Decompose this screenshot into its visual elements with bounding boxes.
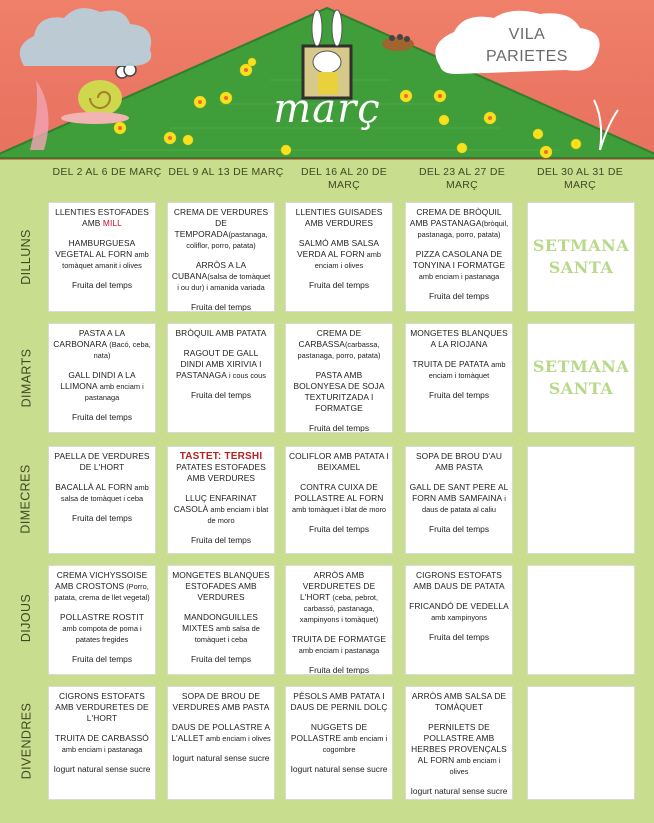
menu-cell-dimarts-week4 <box>405 323 513 433</box>
first-course-title: CREMA DE BRÒQUIL AMB PASTANAGA <box>409 207 502 228</box>
first-course <box>289 207 389 229</box>
month-title: març <box>273 86 381 132</box>
second-course <box>409 359 509 381</box>
first-course <box>171 570 271 603</box>
second-course <box>171 612 271 645</box>
second-course-desc: amb enciam i pastanaga <box>61 745 143 754</box>
first-course <box>171 328 271 339</box>
empty-cell-dijous <box>527 565 635 675</box>
menu-cell-dimarts-week1 <box>48 323 156 433</box>
first-course <box>289 570 389 625</box>
first-course <box>52 207 152 229</box>
first-course-title: ARRÒS AMB VERDURETES DE L'HORT <box>299 570 376 602</box>
dessert: Iogurt natural sense sucre <box>290 764 388 774</box>
first-course <box>289 691 389 713</box>
second-course-title: CONTRA CUIXA DE POLLASTRE AL FORN <box>294 482 384 503</box>
holiday-label: SETMANA SANTA <box>532 357 630 398</box>
first-course-title: BRÒQUIL AMB PATATA <box>175 328 267 338</box>
dessert: Iogurt natural sense sucre <box>410 786 508 796</box>
day-label-dijous: DIJOUS <box>19 593 33 643</box>
menu-cell-divendres-week4 <box>405 686 513 800</box>
second-course <box>289 634 389 656</box>
menu-cell-dimecres-week2 <box>167 446 275 554</box>
first-course-title: CREMA DE CARBASSA <box>298 328 362 349</box>
first-course <box>289 451 389 473</box>
second-course-title: PASTA AMB BOLONYESA DE SOJA TEXTURITZADA I FORMATGE <box>293 370 385 413</box>
dessert: Fruita del temps <box>428 390 490 400</box>
first-course-title: LLENTIES ESTOFADES AMB <box>55 207 149 228</box>
dessert: Fruita del temps <box>308 280 370 290</box>
day-label-dimarts: DIMARTS <box>19 348 34 408</box>
empty-cell-divendres <box>527 686 635 800</box>
first-course-title: SOPA DE BROU DE VERDURES AMB PASTA <box>172 691 270 712</box>
first-course <box>409 691 509 713</box>
dessert: Fruita del temps <box>71 280 133 290</box>
second-course-title: BACALLÀ AL FORN <box>55 482 133 492</box>
second-course-title: TRUITA DE FORMATGE <box>291 634 387 644</box>
first-course-desc: (Bacó, ceba, nata) <box>93 340 151 360</box>
menu-cell-dilluns-week3 <box>285 202 393 312</box>
second-course-desc: amb enciam i blat de moro <box>207 505 269 525</box>
first-course <box>409 451 509 473</box>
second-course <box>289 370 389 414</box>
second-course-desc: amb enciam i pastanaga <box>84 382 144 402</box>
first-course <box>171 207 271 251</box>
second-course-desc: amb tomàquet i blat de moro <box>291 505 387 514</box>
second-course <box>409 249 509 282</box>
second-course-desc: amb enciam i pastanaga <box>418 272 500 281</box>
header-illustration <box>0 0 654 160</box>
first-course <box>171 691 271 713</box>
second-course <box>52 612 152 645</box>
holiday-cell-dilluns <box>527 202 635 312</box>
school-name-line2: PARIETES <box>486 48 568 65</box>
first-course-title: CREMA DE VERDURES DE TEMPORADA <box>173 207 269 239</box>
menu-cell-dimecres-week4 <box>405 446 513 554</box>
first-course-title: CREMA VICHYSSOISE AMB CROSTONS <box>55 570 148 591</box>
first-course-title: CIGRONS ESTOFATS AMB DAUS DE PATATA <box>413 570 505 591</box>
first-course <box>409 570 509 592</box>
menu-cell-dijous-week2 <box>167 565 275 675</box>
first-course <box>52 328 152 361</box>
second-course-title: SALMÓ AMB SALSA VERDA AL FORN <box>297 238 380 259</box>
second-course <box>171 493 271 526</box>
first-course-desc: (ceba, pebrot, carbassó, pastanaga, xampinyons i tomàquet) <box>299 593 379 624</box>
first-course-desc: (carbassa, pastanaga, porro, patata) <box>297 340 381 360</box>
tastet-label: TASTET: TERSHI <box>179 451 263 462</box>
second-course-title: TRUITA DE PATATA <box>412 359 490 369</box>
second-course-title: PIZZA CASOLANA DE TONYINA I FORMATGE <box>412 249 506 270</box>
first-course <box>289 328 389 361</box>
second-course-title: POLLASTRE ROSTIT <box>60 612 144 622</box>
second-course-title: HAMBURGUESA VEGETAL AL FORN <box>55 238 136 259</box>
holiday-cell-dimarts <box>527 323 635 433</box>
first-course <box>52 691 152 724</box>
menu-cell-dilluns-week1 <box>48 202 156 312</box>
second-course-desc: i daus de patata al caliu <box>422 494 506 514</box>
second-course-title: GALL DE SANT PERE AL FORN AMB SAMFAINA <box>409 482 509 503</box>
week-header-4: DEL 23 AL 27 DE MARÇ <box>418 166 506 191</box>
first-course <box>171 462 271 484</box>
second-course-title: MANDONGUILLES MIXTES <box>182 612 258 633</box>
second-course <box>409 482 509 515</box>
dessert: Iogurt natural sense sucre <box>172 753 270 763</box>
first-course-title: MONGETES BLANQUES A LA RIOJANA <box>410 328 508 349</box>
first-course <box>409 328 509 350</box>
first-course-desc: (pastanaga, coliflor, porro, patata) <box>186 230 268 250</box>
second-course-desc: amb salsa de tomàquet i ceba <box>194 624 260 644</box>
second-course-title: LLUÇ ENFARINAT CASOLÀ <box>173 493 257 514</box>
first-course-title: CIGRONS ESTOFATS AMB VERDURETES DE L'HORT <box>55 691 149 723</box>
first-course-title: LLENTIES GUISADES AMB VERDURES <box>295 207 383 228</box>
second-course-title: NUGGETS DE POLLASTRE <box>290 722 368 743</box>
second-course-desc: amb salsa de tomàquet i ceba <box>60 483 149 503</box>
second-course-desc: amb enciam i tomàquet <box>428 360 506 380</box>
day-label-divendres: DIVENDRES <box>19 702 33 780</box>
menu-cell-divendres-week1 <box>48 686 156 800</box>
dessert: Fruita del temps <box>71 654 133 664</box>
second-course-desc: amb enciam i olives <box>314 250 381 270</box>
second-course <box>409 601 509 623</box>
dessert: Fruita del temps <box>428 524 490 534</box>
second-course-title: PERNILETS DE POLLASTRE AMB HERBES PROVENÇALS AL FORN <box>411 722 507 765</box>
week-header-1: DEL 2 AL 6 DE MARÇ <box>52 166 162 178</box>
menu-cell-dijous-week1 <box>48 565 156 675</box>
second-course-desc: amb tomàquet amanit i olives <box>62 250 149 270</box>
day-label-dilluns: DILLUNS <box>19 229 34 285</box>
dessert: Fruita del temps <box>428 291 490 301</box>
second-course-title: GALL DINDI A LA LLIMONA <box>60 370 136 391</box>
second-course <box>171 348 271 381</box>
second-course <box>52 370 152 403</box>
school-name <box>452 24 602 68</box>
second-course-desc: amb xampinyons <box>431 613 487 622</box>
second-course-title: RAGOUT DE GALL DINDI AMB XIRIVIA I PASTANAGA <box>176 348 262 380</box>
first-course-title: PASTA A LA CARBONARA <box>53 328 126 349</box>
second-course-title: TRUITA DE CARBASSÓ <box>55 733 149 743</box>
dessert: Fruita del temps <box>428 632 490 642</box>
second-course-title: DAUS DE POLLASTRE A L'ALLET <box>171 722 271 743</box>
first-course-highlight: MILL <box>102 218 122 228</box>
first-course-title: COLIFLOR AMB PATATA I BEIXAMEL <box>289 451 389 472</box>
day-label-dimecres: DIMECRES <box>19 464 33 534</box>
second-course-desc: amb enciam i olives <box>203 734 271 743</box>
dessert: Iogurt natural sense sucre <box>53 764 151 774</box>
first-course-title: PAELLA DE VERDURES DE L'HORT <box>54 451 150 472</box>
menu-cell-dijous-week4 <box>405 565 513 675</box>
week-header-2: DEL 9 AL 13 DE MARÇ <box>168 166 284 178</box>
cloud-left-shape <box>14 6 164 78</box>
second-course <box>52 482 152 504</box>
first-course <box>52 451 152 473</box>
menu-cell-divendres-week2 <box>167 686 275 800</box>
second-course-desc: amb enciam i cogombre <box>322 734 388 754</box>
second-course-title: ARRÒS A LA CUBANA <box>171 260 247 281</box>
first-course-desc: (bròquil, pastanaga, porro, patata) <box>417 219 509 239</box>
first-course-title: ARRÒS AMB SALSA DE TOMÀQUET <box>411 691 507 712</box>
second-course <box>52 733 152 755</box>
menu-cell-dimecres-week3 <box>285 446 393 554</box>
menu-cell-dijous-week3 <box>285 565 393 675</box>
second-course-desc: amb compota de poma i patates fregides <box>62 624 142 644</box>
first-course-title: PATATES ESTOFADES AMB VERDURES <box>176 462 266 483</box>
holiday-label: SETMANA SANTA <box>532 236 630 277</box>
second-course <box>171 260 271 293</box>
second-course-desc: amb enciam i pastanaga <box>298 646 380 655</box>
second-course-desc: amb enciam i olives <box>449 756 501 776</box>
menu-cell-dilluns-week4 <box>405 202 513 312</box>
empty-cell-dimecres <box>527 446 635 554</box>
second-course <box>52 238 152 271</box>
dessert: Fruita del temps <box>190 654 252 664</box>
dessert: Fruita del temps <box>308 665 370 675</box>
menu-cell-dilluns-week2 <box>167 202 275 312</box>
first-course <box>409 207 509 240</box>
first-course-title: SOPA DE BROU D'AU AMB PASTA <box>416 451 502 472</box>
dessert: Fruita del temps <box>71 513 133 523</box>
week-header-5: DEL 30 AL 31 DE MARÇ <box>536 166 624 191</box>
second-course-desc: i cous cous <box>226 371 266 380</box>
school-name-line1: VILA <box>508 26 546 43</box>
dessert: Fruita del temps <box>308 423 370 433</box>
dessert: Fruita del temps <box>71 412 133 422</box>
second-course-title: FRICANDÓ DE VEDELLA <box>409 601 509 611</box>
week-header-3: DEL 16 AL 20 DE MARÇ <box>300 166 388 191</box>
dessert: Fruita del temps <box>190 535 252 545</box>
dessert: Fruita del temps <box>308 524 370 534</box>
second-course <box>171 722 271 744</box>
dessert: Fruita del temps <box>190 390 252 400</box>
menu-cell-dimarts-week2 <box>167 323 275 433</box>
first-course-title: MONGETES BLANQUES ESTOFADES AMB VERDURES <box>172 570 270 602</box>
menu-cell-dimarts-week3 <box>285 323 393 433</box>
second-course <box>289 482 389 515</box>
menu-cell-divendres-week3 <box>285 686 393 800</box>
first-course-title: PÈSOLS AMB PATATA I DAUS DE PERNIL DOLÇ <box>290 691 388 712</box>
second-course <box>289 722 389 755</box>
second-course <box>289 238 389 271</box>
first-course-desc: (Porro, patata, crema de llet vegetal) <box>54 582 150 602</box>
first-course <box>52 570 152 603</box>
dessert: Fruita del temps <box>190 302 252 312</box>
second-course-desc: (salsa de tomàquet i ou dur) i amanida variada <box>177 272 271 292</box>
second-course <box>409 722 509 777</box>
menu-cell-dimecres-week1 <box>48 446 156 554</box>
